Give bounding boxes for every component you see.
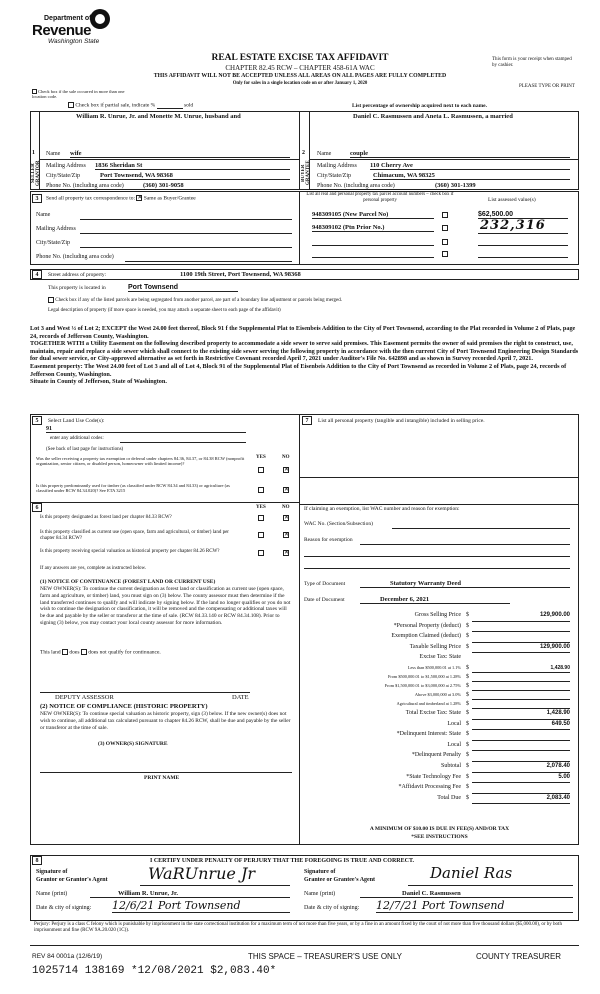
tax-row-label: *Affidavit Processing Fee bbox=[398, 784, 461, 791]
seller-name-line1: William R. Unrue, Jr. and Monette M. Unrue, husband and bbox=[76, 113, 241, 120]
s6-q2-no-checkbox[interactable]: ✕ bbox=[284, 532, 290, 538]
tax-row-label: Less than $500,000.01 at 1.1% bbox=[407, 665, 461, 670]
grantee-name-label: Name (print) bbox=[304, 891, 336, 897]
tax-row bbox=[300, 751, 579, 762]
tax-row bbox=[300, 653, 579, 664]
treasurer-use-only: THIS SPACE – TREASURER'S USE ONLY bbox=[248, 952, 403, 961]
tax-row bbox=[300, 664, 579, 673]
tax-row-dollar: $ bbox=[466, 633, 469, 640]
section3-label: Send all property tax correspondence to: bbox=[46, 195, 136, 202]
tax-row-value[interactable] bbox=[472, 674, 570, 682]
owner-signature-label: (3) OWNER(S) SIGNATURE bbox=[98, 741, 168, 747]
s6-yes-header: YES bbox=[256, 505, 266, 510]
agency-line3: Washington State bbox=[48, 38, 100, 45]
deputy-assessor-label: DEPUTY ASSESSOR bbox=[55, 694, 114, 701]
assessed-header: List assessed value(s) bbox=[488, 197, 536, 203]
exemption-reason-label: Reason for exemption bbox=[304, 537, 353, 543]
legal-p3: Easement property: The West 24.00 feet of Lot 3 and all of Lot 4, Block 91 of the Supplemental Plat of Eisenbeis Addition to the City of Port Townsend as recorded in Volume 2 of Plats, page 24, records of Jefferson County, Washington. bbox=[30, 362, 567, 378]
form-title: REAL ESTATE EXCISE TAX AFFIDAVIT bbox=[211, 53, 389, 63]
s6-q3: Is this property receiving special valuation as historical property per chapter 84.26 RCW? bbox=[40, 549, 220, 554]
section3-label-row bbox=[46, 195, 196, 201]
this-land-label: This land bbox=[40, 649, 61, 656]
seller-mailing-label: Mailing Address bbox=[46, 163, 86, 169]
parcel-2-personal-checkbox[interactable] bbox=[442, 225, 448, 231]
tax-row-value[interactable]: 129,900.00 bbox=[472, 644, 570, 654]
buyer-city-label: City/State/Zip bbox=[317, 173, 351, 179]
tax-row bbox=[300, 611, 579, 622]
segregation-label: Check box if any of the listed parcels are being segregated from another parcel, are part of a boundary line adjustment or parcels being merged. bbox=[55, 298, 342, 304]
tax-row-dollar: $ bbox=[466, 773, 469, 780]
section3-mailing-label: Mailing Address bbox=[36, 226, 76, 232]
section3-num: 3 bbox=[32, 194, 42, 203]
section3-phone-label: Phone No. (including area code) bbox=[36, 254, 114, 260]
legal-p2: TOGETHER WITH a Utility Easement on the following described property to accommodate a side sewer to serve said premises. This Easement permits the owner of said premises the right to construct, use, maintain, repair and replace a side sewer which shall connect to the existing side sewer serving the following property in accordance with the then current City of Port Townsend Engineering Design Standards for dual sewer service, or City-approved alternative as set forth in Restrictive Covenant recorded April 7, 2021 under Auditor's File No. 642898 and as shown in Survey recorded April 7, 2021. bbox=[30, 340, 579, 363]
tax-row-value[interactable] bbox=[472, 784, 570, 794]
multi-location-row bbox=[32, 89, 127, 99]
grantee-sig-label-line2: Grantee or Grantee's Agent bbox=[304, 876, 376, 883]
seller-mailing-value[interactable]: 1836 Sheridan St bbox=[95, 162, 290, 170]
tax-row-dollar: $ bbox=[466, 683, 469, 689]
grantor-sig-label-line2: Grantor or Grantor's Agent bbox=[36, 876, 108, 883]
tax-row bbox=[300, 700, 579, 709]
tax-row bbox=[300, 720, 579, 731]
tax-row-label: *Delinquent Interest: State bbox=[396, 731, 461, 738]
tax-row-label: Gross Selling Price bbox=[414, 612, 461, 618]
type-or-print: PLEASE TYPE OR PRINT bbox=[519, 84, 575, 89]
s5-yes-header: YES bbox=[256, 455, 266, 460]
parcel-1-personal-checkbox[interactable] bbox=[442, 212, 448, 218]
s5-q1: Was the seller receiving a property tax exemption or deferral under chapters 84.36, 84.37, or 84.38 RCW (nonprofit organization, senior citizen, or disabled person, homeowner with limited income)? bbox=[36, 456, 245, 467]
additional-codes-label: enter any additional codes: bbox=[50, 436, 104, 441]
form-chapter: CHAPTER 82.45 RCW – CHAPTER 458-61A WAC bbox=[225, 64, 375, 72]
print-name-label: PRINT NAME bbox=[144, 775, 180, 781]
s5-q1-yes-checkbox[interactable] bbox=[258, 467, 264, 473]
buyer-name-label: Name bbox=[317, 151, 332, 157]
tax-row-label: Local bbox=[447, 720, 461, 727]
seller-section-num: 1 bbox=[32, 150, 35, 156]
tax-row-label: From $1,500,000.01 to $3,000,000 at 2.75% bbox=[384, 683, 461, 688]
perjury-note: Perjury: Perjury is a class C felony which is punishable by imprisonment in the state correctional institution for a maximum term of not more than five years, or by a fine in an amount fixed by the court of not more than five thousand dollars ($5,000.00), or by both imprisonment and fine (RCW 9A.20.020 (1C)). bbox=[34, 922, 562, 933]
land-use-code[interactable]: 91 bbox=[46, 426, 246, 433]
grantee-signature[interactable]: Daniel Ras bbox=[430, 864, 513, 882]
tax-row bbox=[300, 762, 579, 773]
s6-q2: Is this property classified as current use (open space, farm and agricultural, or timber) land per chapter 84.34 RCW? bbox=[40, 530, 229, 541]
seller-name-label: Name bbox=[46, 151, 61, 157]
parcel-4-personal-checkbox[interactable] bbox=[442, 251, 448, 257]
multi-location-label: Check box if the sale occurred in more than one location code. bbox=[32, 89, 125, 100]
tax-row-dollar: $ bbox=[466, 710, 469, 716]
agency-line1: Department of bbox=[44, 15, 92, 22]
section7-num: 7 bbox=[302, 416, 312, 425]
segregation-checkbox[interactable] bbox=[48, 297, 54, 303]
assessed-value-2[interactable]: 232,316 bbox=[480, 218, 546, 233]
wac-label: WAC No. (Section/Subsection) bbox=[304, 521, 373, 527]
grantee-date-value[interactable]: 12/7/21 Port Townsend bbox=[376, 899, 573, 913]
buyer-name-line2[interactable]: couple bbox=[350, 150, 570, 158]
tax-row-label: Total Excise Tax: State bbox=[405, 710, 461, 716]
s5-q1-no-checkbox[interactable]: ✕ bbox=[284, 467, 290, 473]
s5-q2-no-checkbox[interactable]: ✕ bbox=[284, 487, 290, 493]
exemption-label: If claiming an exemption, list WAC number and reason for exemption: bbox=[304, 506, 460, 512]
partial-sale-sold: sold bbox=[184, 102, 194, 109]
tax-row bbox=[300, 773, 579, 784]
doc-type-value[interactable]: Statutory Warranty Deed bbox=[360, 580, 570, 588]
tax-row-dollar: $ bbox=[466, 665, 469, 671]
tax-row-dollar: $ bbox=[466, 674, 469, 680]
legal-description-label: Legal description of property (if more space is needed, you may attach a separate sheet to each page of the affidavit) bbox=[48, 308, 281, 313]
section6-num: 6 bbox=[32, 503, 42, 512]
tax-row bbox=[300, 643, 579, 654]
parcel-header: List all real and personal property tax parcel account numbers – check box if personal property bbox=[306, 192, 454, 203]
s6-q1-no-checkbox[interactable]: ✕ bbox=[284, 515, 290, 521]
tax-row-dollar: $ bbox=[466, 784, 469, 791]
tax-row-label: Local bbox=[447, 741, 461, 748]
tax-row-value[interactable] bbox=[472, 731, 570, 741]
same-as-buyer-label: Same as Buyer/Grantee bbox=[143, 195, 196, 202]
tax-row bbox=[300, 783, 579, 794]
partial-sale-row bbox=[68, 102, 193, 109]
doc-type-label: Type of Document bbox=[304, 581, 346, 587]
grantee-sig-label bbox=[304, 869, 375, 884]
section3-name-label: Name bbox=[36, 212, 51, 218]
see-instructions-note: *SEE INSTRUCTIONS bbox=[411, 834, 468, 840]
receipt-note: This form is your receipt when stamped by cashier. bbox=[492, 57, 572, 68]
notice2-title: (2) NOTICE OF COMPLIANCE (HISTORIC PROPERTY) bbox=[40, 703, 208, 710]
dor-logo bbox=[32, 7, 122, 47]
seller-side-label: SELLER GRANTOR bbox=[31, 160, 41, 186]
partial-sale-checkbox[interactable] bbox=[68, 102, 74, 108]
s5-no-header: NO bbox=[282, 455, 290, 460]
tax-row-dollar: $ bbox=[466, 763, 469, 769]
tax-row-value[interactable] bbox=[472, 752, 570, 762]
land-use-label: Select Land Use Code(s): bbox=[48, 418, 105, 424]
grantor-sig-label bbox=[36, 869, 108, 884]
grantor-date-label: Date & city of signing: bbox=[36, 905, 92, 911]
assessor-date-label: DATE bbox=[232, 694, 249, 701]
parcel-3-personal-checkbox[interactable] bbox=[442, 239, 448, 245]
grantee-name-value[interactable]: Daniel C. Rasmussen bbox=[360, 890, 573, 898]
notice1-body: NEW OWNER(S): To continue the current designation as forest land or classification as current use (open space, farm and agriculture, or timber) land, you must sign on (3) below. The county assessor must then determine if the land transferred continues to qualify and will indicate by signing below. If the land no longer qualifies or you do not wish to continue the designation or classification, it will be removed and the compensating or additional taxes will be due and payable by the seller or transferor at the time of sale. (RCW 84.33.140 or RCW 84.34.108). Prior to signing (3) below, you may contact your local county assessor for more information. bbox=[40, 586, 291, 626]
tax-row-dollar: $ bbox=[466, 741, 469, 748]
s6-q3-yes-checkbox[interactable] bbox=[258, 550, 264, 556]
tax-row-dollar: $ bbox=[466, 731, 469, 738]
tax-row-label: Excise Tax: State bbox=[419, 654, 461, 661]
tax-row-value[interactable] bbox=[472, 701, 570, 709]
minimum-note: A MINIMUM OF $10.00 IS DUE IN FEE(S) AND/OR TAX bbox=[369, 826, 510, 832]
certify-statement: I CERTIFY UNDER PENALTY OF PERJURY THAT THE FOREGOING IS TRUE AND CORRECT. bbox=[150, 858, 415, 864]
tax-row-value[interactable] bbox=[472, 692, 570, 700]
tax-row-dollar: $ bbox=[466, 701, 469, 707]
buyer-mailing-label: Mailing Address bbox=[317, 163, 357, 169]
street-address-value[interactable]: 1100 19th Street, Port Townsend, WA 98368 bbox=[180, 271, 301, 278]
tax-row bbox=[300, 741, 579, 752]
tax-row-dollar: $ bbox=[466, 752, 469, 759]
grantee-date-label: Date & city of signing: bbox=[304, 905, 360, 911]
buyer-section-num: 2 bbox=[302, 150, 305, 156]
tax-row bbox=[300, 794, 579, 805]
logo-emblem-inner bbox=[95, 14, 105, 24]
tax-row bbox=[300, 673, 579, 682]
tax-row-value[interactable] bbox=[472, 623, 570, 633]
buyer-mailing-value[interactable]: 110 Cherry Ave bbox=[370, 162, 570, 170]
s6-q3-no-checkbox[interactable]: ✕ bbox=[284, 550, 290, 556]
does-label: does bbox=[69, 649, 80, 656]
tax-row-label: *Delinquent Penalty bbox=[411, 752, 461, 759]
grantor-name-label: Name (print) bbox=[36, 891, 68, 897]
street-address-label: Street address of property: bbox=[48, 272, 107, 278]
tax-row-label: Agricultural and timberland at 1.28% bbox=[396, 701, 461, 706]
tax-row-label: Exemption Claimed (deduct) bbox=[391, 633, 461, 640]
s6-q1: Is this property designated as forest land per chapter 84.33 RCW? bbox=[40, 515, 172, 520]
form-warning: THIS AFFIDAVIT WILL NOT BE ACCEPTED UNLESS ALL AREAS ON ALL PAGES ARE FULLY COMPLETED bbox=[153, 73, 447, 79]
buyer-phone-value[interactable]: (360) 301-1399 bbox=[435, 182, 476, 189]
tax-row-value[interactable]: 5.00 bbox=[472, 774, 570, 784]
tax-row-value[interactable]: 129,900.00 bbox=[472, 612, 570, 622]
s6-q2-yes-checkbox[interactable] bbox=[258, 532, 264, 538]
tax-row-label: Above $3,000,000 at 3.0% bbox=[414, 692, 461, 697]
tax-row-value[interactable]: 1,428.90 bbox=[472, 710, 570, 720]
tax-row-dollar: $ bbox=[466, 794, 469, 801]
doc-date-value[interactable]: December 6, 2021 bbox=[360, 596, 510, 604]
parcel-number-1[interactable]: 948309105 (New Parcel No) bbox=[312, 211, 434, 219]
tax-row-label: Total Due bbox=[437, 794, 461, 801]
county-treasurer: COUNTY TREASURER bbox=[476, 952, 562, 961]
tax-row-dollar: $ bbox=[466, 622, 469, 629]
does-qualify-checkbox[interactable] bbox=[62, 649, 68, 655]
partial-sale-label: Check box if partial sale, indicate % bbox=[75, 102, 156, 109]
grantor-signature[interactable]: WaRUnrue Jr bbox=[148, 864, 255, 883]
tax-row bbox=[300, 682, 579, 691]
notice1-title: (1) NOTICE OF CONTINUANCE (FOREST LAND OR CURRENT USE) bbox=[40, 579, 216, 585]
section4-box bbox=[30, 269, 579, 280]
grantor-name-value[interactable]: William R. Unrue, Jr. bbox=[90, 890, 290, 898]
tax-row-dollar: $ bbox=[466, 612, 469, 618]
tax-row bbox=[300, 622, 579, 633]
tax-row-value[interactable] bbox=[472, 742, 570, 752]
tax-row bbox=[300, 709, 579, 720]
section8-num: 8 bbox=[32, 856, 42, 865]
tax-row-label: *State Technology Fee bbox=[406, 773, 461, 780]
buyer-phone-label: Phone No. (including area code) bbox=[317, 183, 395, 189]
grantor-sig-label-line1: Signature of bbox=[36, 869, 68, 875]
tax-row bbox=[300, 632, 579, 643]
receipt-stamp: 1025714 138169 *12/08/2021 $2,083.40* bbox=[32, 965, 277, 977]
form-only-for: Only for sales in a single location code on or after January 1, 2020 bbox=[232, 81, 368, 86]
tax-row-dollar: $ bbox=[466, 692, 469, 698]
does-not-label: does not qualify for continuance. bbox=[88, 649, 161, 656]
s5-q2: Is this property predominantly used for timber (as classified under RCW 84.34 and 84.33) or agriculture (as classified under RCW 84.34.020)? See ETA 3215 bbox=[36, 483, 230, 494]
tax-row-dollar: $ bbox=[466, 643, 469, 650]
seller-name-line2[interactable]: wife bbox=[70, 150, 290, 158]
assessed-value-1[interactable]: $62,500.00 bbox=[478, 211, 568, 219]
parcel-number-2[interactable]: 948309102 (Ptn Prior No.) bbox=[312, 224, 434, 232]
tax-row bbox=[300, 691, 579, 700]
legal-p4: Situate in County of Jefferson, State of Washington. bbox=[30, 378, 167, 386]
seller-phone-value[interactable]: (360) 301-9058 bbox=[143, 182, 184, 189]
partial-sale-percent-field[interactable] bbox=[157, 102, 183, 109]
tax-row-value[interactable]: 649.50 bbox=[472, 721, 570, 731]
located-value[interactable]: Port Townsend bbox=[128, 284, 238, 292]
same-as-buyer-checkbox[interactable]: ✕ bbox=[137, 195, 143, 201]
tax-row-label: Taxable Selling Price bbox=[409, 643, 461, 650]
agency-line2: Revenue bbox=[32, 22, 92, 39]
legal-description bbox=[30, 325, 582, 386]
s6-no-header: NO bbox=[282, 505, 290, 510]
section4-num: 4 bbox=[32, 270, 42, 279]
section5-num: 5 bbox=[32, 416, 42, 425]
pct-ownership-note: List percentage of ownership acquired next to each name. bbox=[352, 103, 487, 109]
tax-row bbox=[300, 730, 579, 741]
tax-row-label: *Personal Property (deduct) bbox=[393, 622, 461, 629]
segregation-row bbox=[48, 297, 342, 303]
doc-date-label: Date of Document bbox=[304, 597, 345, 603]
tax-row-value[interactable]: 2,078.40 bbox=[472, 763, 570, 773]
s6-q1-yes-checkbox[interactable] bbox=[258, 515, 264, 521]
tax-row-dollar: $ bbox=[466, 720, 469, 727]
located-label: This property is located in bbox=[48, 285, 106, 291]
notice2-body: NEW OWNER(S): To continue special valuation as historic property, sign (3) below. If the new owner(s) does not wish to continue, all additional tax calculated pursuant to chapter 84.26 RCW, shall be due and payable by the seller or transferor at the time of sale. bbox=[40, 711, 291, 731]
tax-row-value[interactable] bbox=[472, 683, 570, 691]
s5-q2-yes-checkbox[interactable] bbox=[258, 487, 264, 493]
buyer-name-line1: Daniel C. Rasmussen and Aneta L. Rasmussen, a married bbox=[353, 113, 513, 120]
legal-p1: Lot 3 and West ½ of Lot 2; EXCEPT the West 24.00 feet thereof, Block 91 f the Supplemental Plat to Eisenbeis Addition to the City of Port Townsend, according to the Plat recorded in Volume 2 of Plats, page 24, records of Jefferson County, Washington. bbox=[30, 325, 576, 340]
tax-row-label: Subtotal bbox=[440, 763, 461, 769]
buyer-side-label: BUYER GRANTEE bbox=[301, 160, 311, 186]
grantor-date-value[interactable]: 12/6/21 Port Townsend bbox=[112, 899, 290, 913]
see-back-label: (See back of last page for instructions) bbox=[46, 447, 124, 452]
continuance-row bbox=[40, 649, 161, 655]
grantee-sig-label-line1: Signature of bbox=[304, 869, 336, 875]
s6-any-yes: If any answers are yes, complete as instructed below. bbox=[40, 566, 147, 571]
seller-city-value[interactable]: Port Townsend, WA 98368 bbox=[100, 172, 290, 180]
buyer-city-value[interactable]: Chimacum, WA 98325 bbox=[373, 172, 570, 180]
does-not-qualify-checkbox[interactable] bbox=[81, 649, 87, 655]
seller-phone-label: Phone No. (including area code) bbox=[46, 183, 124, 189]
tax-row-value[interactable] bbox=[472, 633, 570, 643]
tax-row-value[interactable]: 1,428.90 bbox=[472, 665, 570, 673]
personal-property-label: List all personal property (tangible and intangible) included in selling price. bbox=[318, 418, 485, 424]
seller-city-label: City/State/Zip bbox=[46, 173, 80, 179]
tax-row-value[interactable]: 2,083.40 bbox=[472, 795, 570, 805]
section3-city-label: City/State/Zip bbox=[36, 240, 70, 246]
form-rev: REV 84 0001a (12/6/19) bbox=[32, 953, 103, 960]
tax-row-label: From $500,000.01 to $1,500,000 at 1.28% bbox=[387, 674, 461, 679]
